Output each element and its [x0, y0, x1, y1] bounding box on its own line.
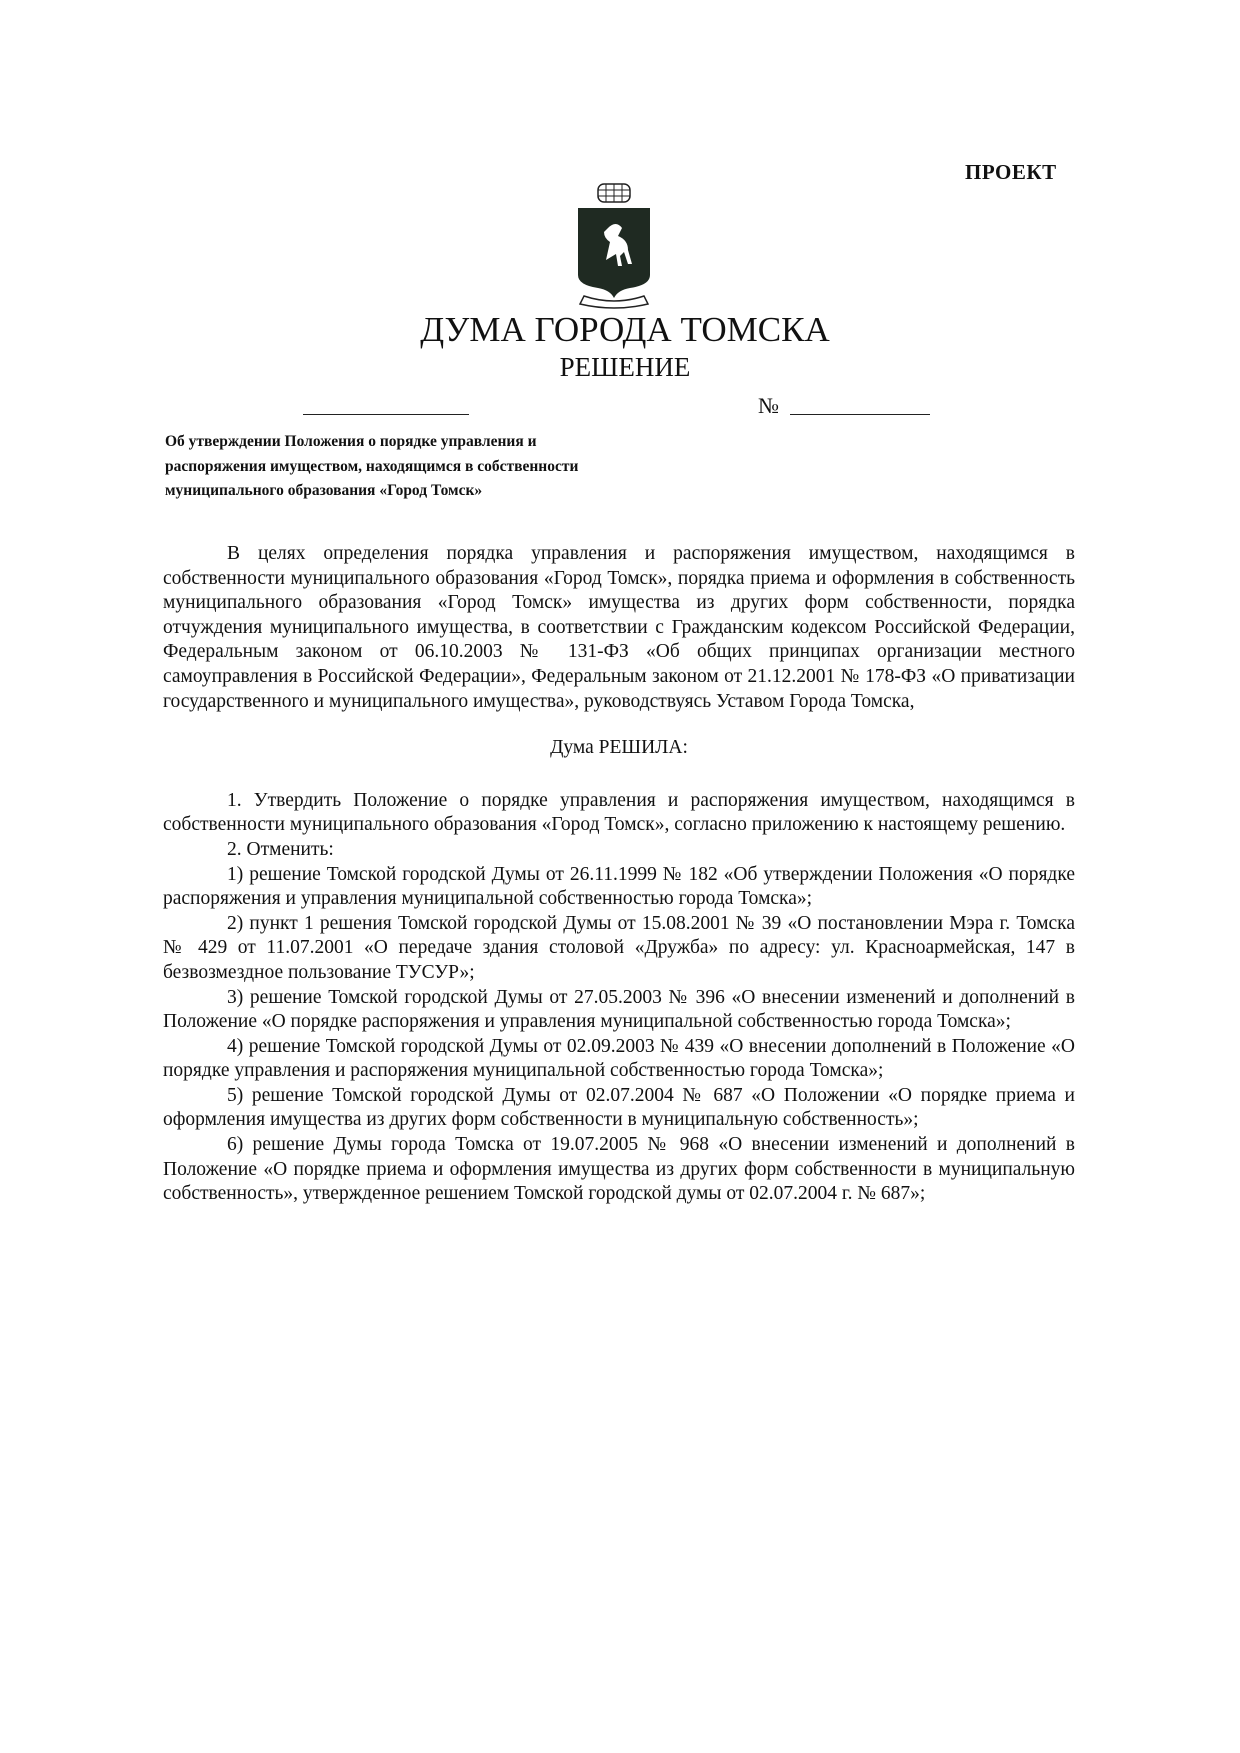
- document-type: РЕШЕНИЕ: [559, 352, 691, 382]
- document-subject: Об утверждении Положения о порядке управления и распоряжения имуществом, находящимся в собственности муниципального образования «Город Томск»: [165, 433, 579, 499]
- clause: 1. Утвердить Положение о порядке управления и распоряжения имуществом, находящимся в собственности муниципального образования «Город Томск», согласно приложению к настоящему решению.: [163, 789, 1075, 836]
- clause: 2) пункт 1 решения Томской городской Думы от 15.08.2001 № 39 «О постановлении Мэра г. Томска № 429 от 11.07.2001 «О передаче здания столовой «Дружба» по адресу: ул. Красноармейская, 147 в безвозмездное пользование ТУСУР»;: [163, 912, 1075, 983]
- clause: 2. Отменить:: [227, 838, 334, 860]
- preamble: В целях определения порядка управления и распоряжения имуществом, находящимся в собственности муниципального образования «Город Томск», порядка приема и оформления в собственность муниципального образования «Город Томск» имущества из других форм собственности, порядка отчуждения муниципального имущества, в соответствии с Гражданским кодексом Российской Федерации, Федеральным законом от 06.10.2003 № 131-ФЗ «Об общих принципах организации местного самоуправления в Российской Федерации», Федеральным законом от 21.12.2001 № 178-ФЗ «О приватизации государственного и муниципального имущества», руководствуясь Уставом Города Томска,: [163, 543, 1075, 712]
- document-body: [163, 542, 1075, 1207]
- clause: 3) решение Томской городской Думы от 27.05.2003 № 396 «О внесении изменений и дополнений в Положение «О порядке распоряжения и управления муниципальной собственностью города Томска»;: [163, 986, 1075, 1033]
- clause: 4) решение Томской городской Думы от 02.09.2003 № 439 «О внесении дополнений в Положение «О порядке управления и распоряжения муниципальной собственностью города Томска»;: [163, 1035, 1075, 1082]
- resolution-heading: Дума РЕШИЛА:: [550, 737, 688, 759]
- number-blank-line: [790, 414, 930, 415]
- tomsk-coat-of-arms-emblem: [570, 180, 658, 310]
- clause: 1) решение Томской городской Думы от 26.11.1999 № 182 «Об утверждении Положения «О порядке распоряжения и управления муниципальной собственностью города Томска»;: [163, 863, 1075, 910]
- council-title: ДУМА ГОРОДА ТОМСКА: [420, 310, 830, 349]
- clause: 6) решение Думы города Томска от 19.07.2005 № 968 «О внесении изменений и дополнений в Положение «О порядке приема и оформления имущества из других форм собственности в муниципальную собственность», утвержденное решением Томской городской думы от 02.07.2004 г. № 687»;: [163, 1134, 1075, 1205]
- draft-stamp: ПРОЕКТ: [965, 160, 1057, 184]
- clause: 5) решение Томской городской Думы от 02.07.2004 № 687 «О Положении «О порядке приема и оформления имущества из других форм собственности в муниципальную собственность»;: [163, 1084, 1075, 1131]
- date-blank-line: [303, 414, 469, 415]
- number-label: №: [758, 393, 779, 418]
- crown-icon: [598, 184, 630, 202]
